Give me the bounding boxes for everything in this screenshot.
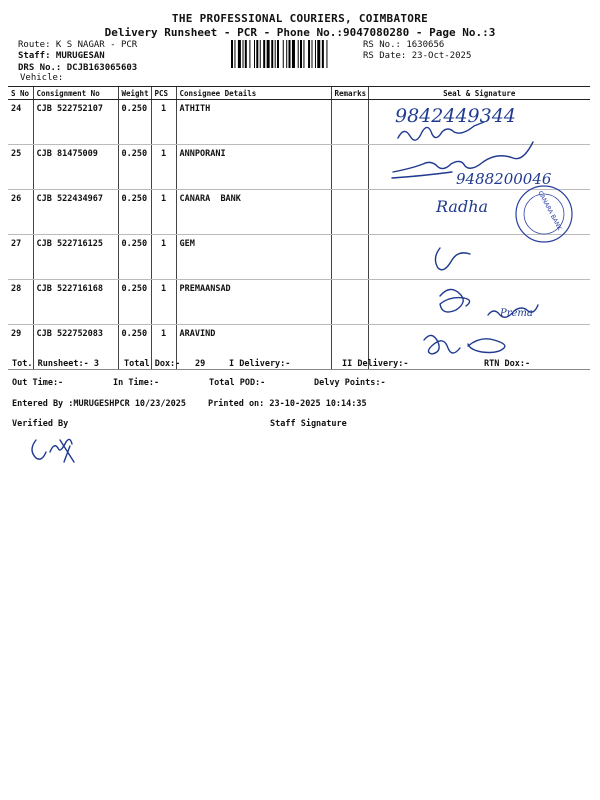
barcode-bar: [289, 40, 291, 68]
table-row: [8, 280, 590, 325]
printed-on: Printed on: 23-10-2025 10:14:35: [208, 399, 367, 409]
vehicle-label: Vehicle:: [20, 73, 64, 83]
col-signature: Seal & Signature: [368, 87, 590, 100]
cell-weight: 0.250: [118, 100, 151, 145]
cell-consignee: ARAVIND: [176, 325, 331, 370]
cell-consignment: CJB 522752083: [33, 325, 118, 370]
barcode-bar: [308, 40, 310, 68]
barcode-bar: [238, 40, 241, 68]
barcode-bar: [260, 40, 261, 68]
barcode-bar: [300, 40, 302, 68]
barcode-bar: [283, 40, 284, 68]
barcode-bar: [256, 40, 258, 68]
cell-weight: 0.250: [118, 325, 151, 370]
cell-weight: 0.250: [118, 235, 151, 280]
rs-date-label: RS Date: 23-Oct-2025: [363, 51, 472, 61]
col-consignee: Consignee Details: [176, 87, 331, 100]
cell-sno: 24: [8, 100, 33, 145]
barcode-bar: [263, 40, 265, 68]
cell-consignment: CJB 522716168: [33, 280, 118, 325]
cell-remarks: [331, 145, 368, 190]
rs-no-label: RS No.: 1630656: [363, 40, 445, 50]
col-weight: Weight: [118, 87, 151, 100]
cell-weight: 0.250: [118, 145, 151, 190]
staff-signature-label: Staff Signature: [270, 419, 347, 429]
runsheet-subtitle: Delivery Runsheet - PCR - Phone No.:9047080280 - Page No.:3: [104, 26, 496, 39]
barcode-bar: [315, 40, 316, 68]
total-dox-label: Total Dox:-: [124, 359, 181, 369]
barcode-bar: [298, 40, 299, 68]
cell-remarks: [331, 235, 368, 280]
cell-pcs: 1: [151, 190, 176, 235]
barcode-bar: [317, 40, 320, 68]
table-row: [8, 145, 590, 190]
cell-pcs: 1: [151, 325, 176, 370]
cell-consignee: CANARA BANK: [176, 190, 331, 235]
col-remarks: Remarks: [331, 87, 368, 100]
cell-consignee: ANNPORANI: [176, 145, 331, 190]
route-label: Route: K S NAGAR - PCR: [18, 40, 138, 50]
tot-runsheet: Tot. Runsheet:- 3: [12, 359, 99, 369]
stamp-label: CANARA BANK: [536, 189, 563, 232]
barcode-bar: [277, 40, 279, 68]
delvy-points: Delvy Points:-: [314, 378, 386, 388]
table-row: [8, 235, 590, 280]
i-delivery: I Delivery:-: [229, 359, 291, 369]
cell-sno: 29: [8, 325, 33, 370]
barcode-bar: [326, 40, 327, 68]
signature-prema: Prema: [500, 308, 533, 319]
total-dox-value: 29: [195, 359, 206, 369]
entered-by: Entered By :MURUGESHPCR 10/23/2025: [12, 399, 186, 409]
drs-label: DRS No.: DCJB163065603: [18, 63, 138, 73]
runsheet-table: [8, 86, 590, 370]
col-sno: S No: [8, 87, 33, 100]
rtn-dox: RTN Dox:-: [484, 359, 531, 369]
barcode-bar: [312, 40, 313, 68]
barcode-bar: [234, 40, 235, 68]
staff-label: Staff: MURUGESAN: [18, 51, 105, 61]
cell-consignee: GEM: [176, 235, 331, 280]
table-row: [8, 100, 590, 145]
verified-by-signature: [32, 439, 74, 462]
cell-weight: 0.250: [118, 190, 151, 235]
col-consignment: Consignment No: [33, 87, 118, 100]
out-time: Out Time:-: [12, 378, 64, 388]
company-title: THE PROFESSIONAL COURIERS, COIMBATORE: [171, 12, 429, 25]
cell-sno: 25: [8, 145, 33, 190]
barcode-bar: [249, 40, 250, 68]
cell-consignment: CJB 522752107: [33, 100, 118, 145]
cell-remarks: [331, 100, 368, 145]
cell-sno: 28: [8, 280, 33, 325]
ii-delivery: II Delivery:-: [342, 359, 409, 369]
in-time: In Time:-: [113, 378, 160, 388]
cell-pcs: 1: [151, 235, 176, 280]
barcode-bar: [271, 40, 273, 68]
cell-weight: 0.250: [118, 280, 151, 325]
barcode-bar: [303, 40, 304, 68]
barcode-bar: [267, 40, 270, 68]
verified-by: Verified By: [12, 419, 69, 429]
cell-consignment: CJB 81475009: [33, 145, 118, 190]
table-header-row: [8, 87, 590, 100]
cell-consignment: CJB 522716125: [33, 235, 118, 280]
signature-phone-25: 9488200046: [456, 170, 552, 188]
table-row: [8, 190, 590, 235]
barcode-bar: [286, 40, 287, 68]
cell-remarks: [331, 280, 368, 325]
cell-signature: [368, 145, 590, 190]
barcode-bar: [245, 40, 247, 68]
cell-consignee: ATHITH: [176, 100, 331, 145]
cell-pcs: 1: [151, 145, 176, 190]
cell-pcs: 1: [151, 280, 176, 325]
signature-phone-24: 9842449344: [395, 105, 516, 127]
cell-remarks: [331, 190, 368, 235]
cell-signature: [368, 190, 590, 235]
barcode: [231, 40, 357, 68]
cell-signature: [368, 235, 590, 280]
barcode-bar: [322, 40, 324, 68]
barcode-bar: [231, 40, 233, 68]
total-pod: Total POD:-: [209, 378, 266, 388]
signature-radha: Radha: [436, 197, 489, 216]
col-pcs: PCS: [151, 87, 176, 100]
cell-sno: 26: [8, 190, 33, 235]
barcode-bar: [254, 40, 255, 68]
barcode-bar: [292, 40, 295, 68]
cell-consignee: PREMAANSAD: [176, 280, 331, 325]
barcode-bar: [275, 40, 276, 68]
cell-pcs: 1: [151, 100, 176, 145]
cell-consignment: CJB 522434967: [33, 190, 118, 235]
cell-signature: [368, 280, 590, 325]
barcode-bar: [243, 40, 244, 68]
cell-signature: [368, 100, 590, 145]
cell-sno: 27: [8, 235, 33, 280]
